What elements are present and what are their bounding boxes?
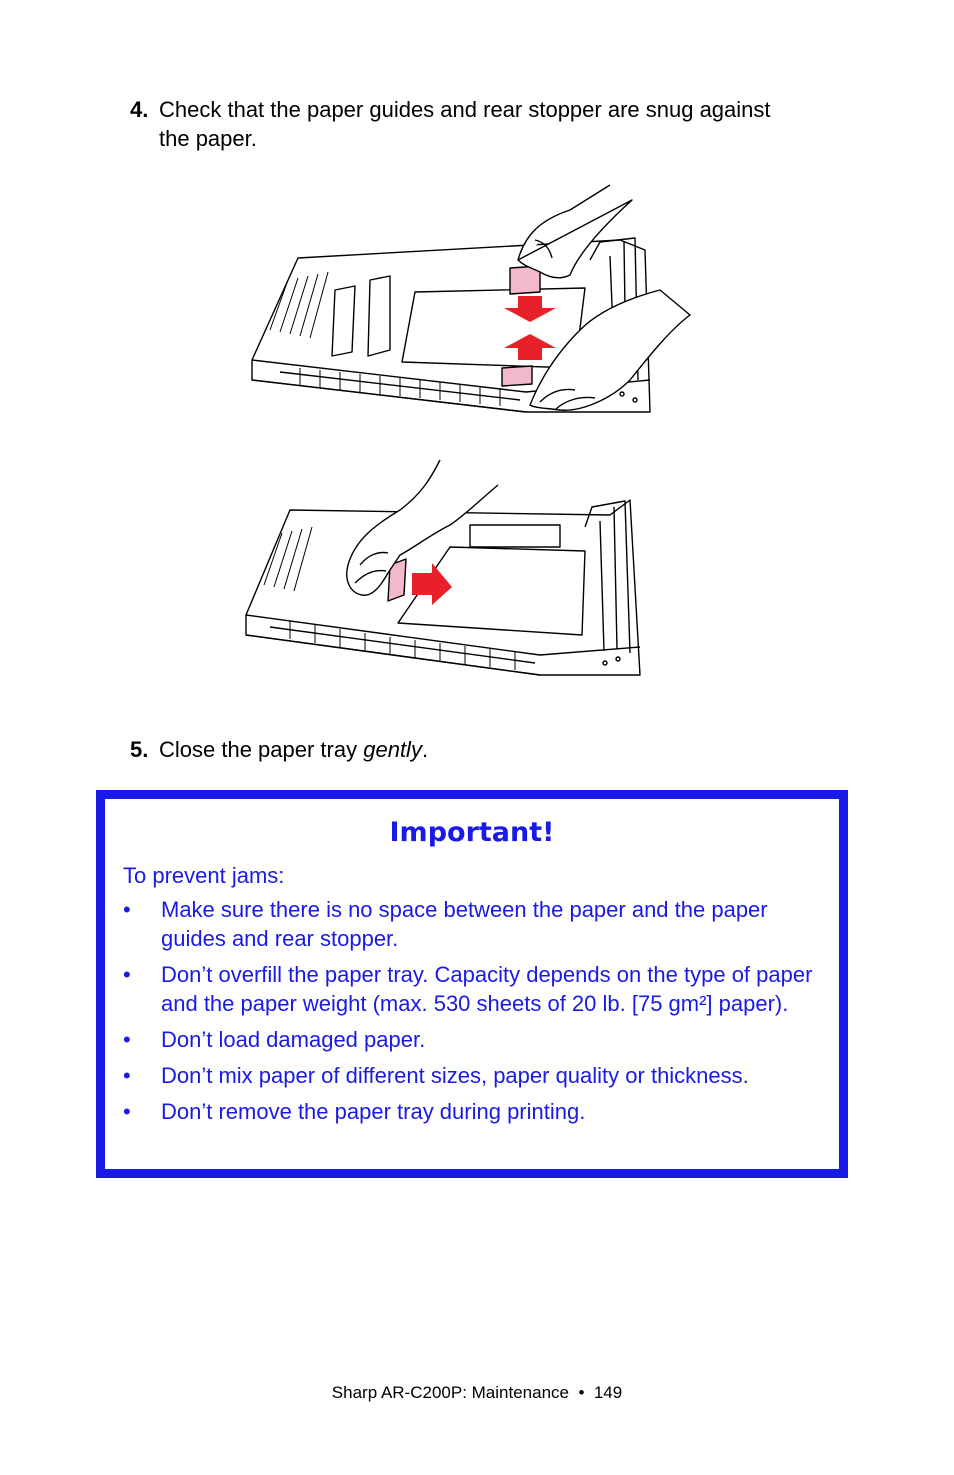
bullet-icon: •	[123, 1027, 131, 1052]
step-text-line-2: the paper.	[159, 126, 257, 151]
step-text-line-1: Check that the paper guides and rear stopper are snug against	[159, 97, 771, 122]
important-intro: To prevent jams:	[123, 863, 285, 888]
bullet-icon: •	[123, 1099, 131, 1124]
list-item	[123, 1097, 813, 1126]
page-footer: Sharp AR-C200P: Maintenance • 149	[331, 1383, 623, 1402]
step-text-before: Close the paper tray	[159, 737, 364, 762]
list-item	[123, 960, 813, 1018]
paper-tray-side-guide-illustration	[240, 455, 700, 685]
step-text-after: .	[421, 737, 429, 762]
list-item-text: Don’t mix paper of different sizes, paper quality or thickness.	[161, 1063, 749, 1088]
bullet-icon: •	[123, 1063, 131, 1088]
important-list	[123, 895, 813, 1133]
important-notice-box	[96, 790, 848, 1178]
list-item	[123, 1061, 813, 1090]
paper-tray-rear-stopper-illustration	[240, 180, 700, 425]
step-5	[130, 735, 630, 765]
bullet-icon: •	[123, 897, 131, 922]
step-text-emphasis: gently	[363, 737, 422, 762]
step-number: 5.	[130, 737, 149, 762]
list-item-text: Make sure there is no space between the paper and the paper guides and rear stopper.	[161, 897, 768, 951]
step-text	[159, 735, 428, 764]
step-4	[130, 95, 850, 155]
list-item	[123, 1025, 813, 1054]
list-item-text: Don’t remove the paper tray during printing.	[161, 1099, 586, 1124]
list-item-text: Don’t load damaged paper.	[161, 1027, 426, 1052]
list-item-text: Don’t overfill the paper tray. Capacity depends on the type of paper and the paper weight (max. 530 sheets of 20 lb. [75 gm²] paper).	[161, 962, 813, 1016]
important-heading: Important!	[389, 817, 555, 848]
bullet-icon: •	[123, 962, 131, 987]
list-item	[123, 895, 813, 953]
step-number: 4.	[130, 97, 149, 122]
